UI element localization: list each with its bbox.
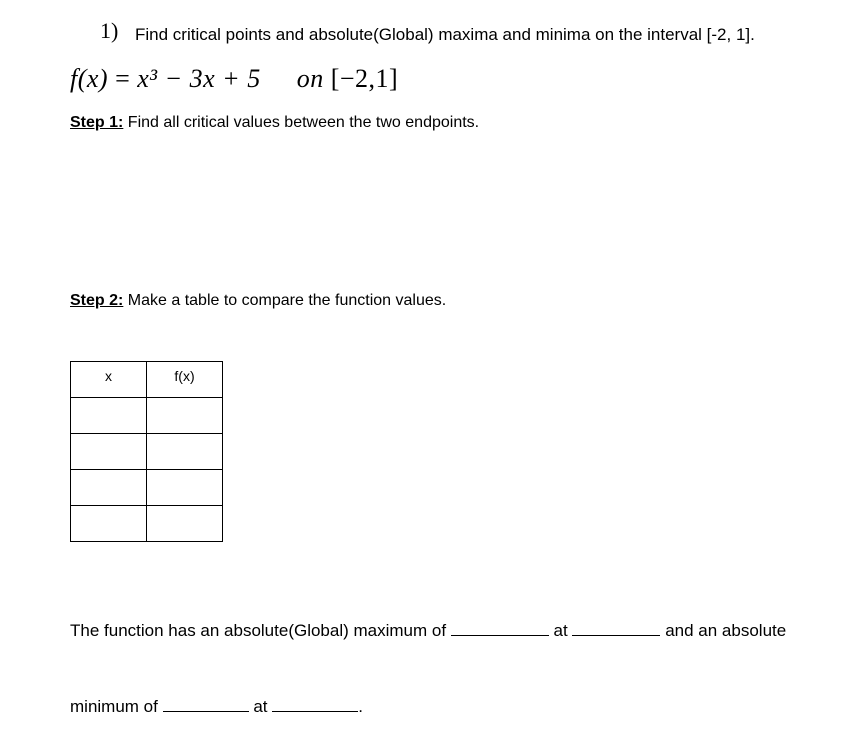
table-row [71,434,223,470]
step2 [70,292,446,310]
conclusion-line1 [70,621,786,641]
step1 [70,114,479,132]
min-x-blank[interactable] [272,697,358,712]
table-cell[interactable] [147,434,223,470]
table-cell[interactable] [71,434,147,470]
table-cell[interactable] [71,506,147,542]
function-equals: = [115,64,131,93]
function-on: on [296,64,324,93]
table-cell[interactable] [71,470,147,506]
table-row [71,470,223,506]
table-row [71,506,223,542]
conclusion-at2: at [253,697,268,716]
step2-text: Make a table to compare the function values. [127,292,447,309]
step2-label: Step 2: [70,292,124,309]
max-x-blank[interactable] [572,621,660,636]
conclusion-line1-suffix: and an absolute [665,621,787,640]
conclusion-period: . [358,697,363,716]
function-lhs: f(x) [70,64,109,93]
conclusion-line2 [70,697,363,717]
table-header-fx: f(x) [147,362,223,398]
conclusion-at1: at [553,621,568,640]
table-cell[interactable] [147,398,223,434]
function-expression [70,64,398,94]
table-cell[interactable] [147,470,223,506]
table-header-row [71,362,223,398]
max-value-blank[interactable] [451,621,549,636]
problem-number: 1) [100,18,119,43]
step1-text: Find all critical values between the two endpoints. [127,114,480,131]
table-header-x: x [71,362,147,398]
value-table [70,361,223,542]
problem-question: Find critical points and absolute(Global) maxima and minima on the interval [-2, 1]. [135,25,755,44]
table-row [71,398,223,434]
conclusion-max-prefix: The function has an absolute(Global) maximum of [70,621,447,640]
table-cell[interactable] [71,398,147,434]
step1-label: Step 1: [70,114,124,131]
min-value-blank[interactable] [163,697,249,712]
function-interval: [−2,1] [330,64,399,93]
conclusion-min-prefix: minimum of [70,697,158,716]
table-cell[interactable] [147,506,223,542]
function-rhs: x³ − 3x + 5 [137,64,261,93]
